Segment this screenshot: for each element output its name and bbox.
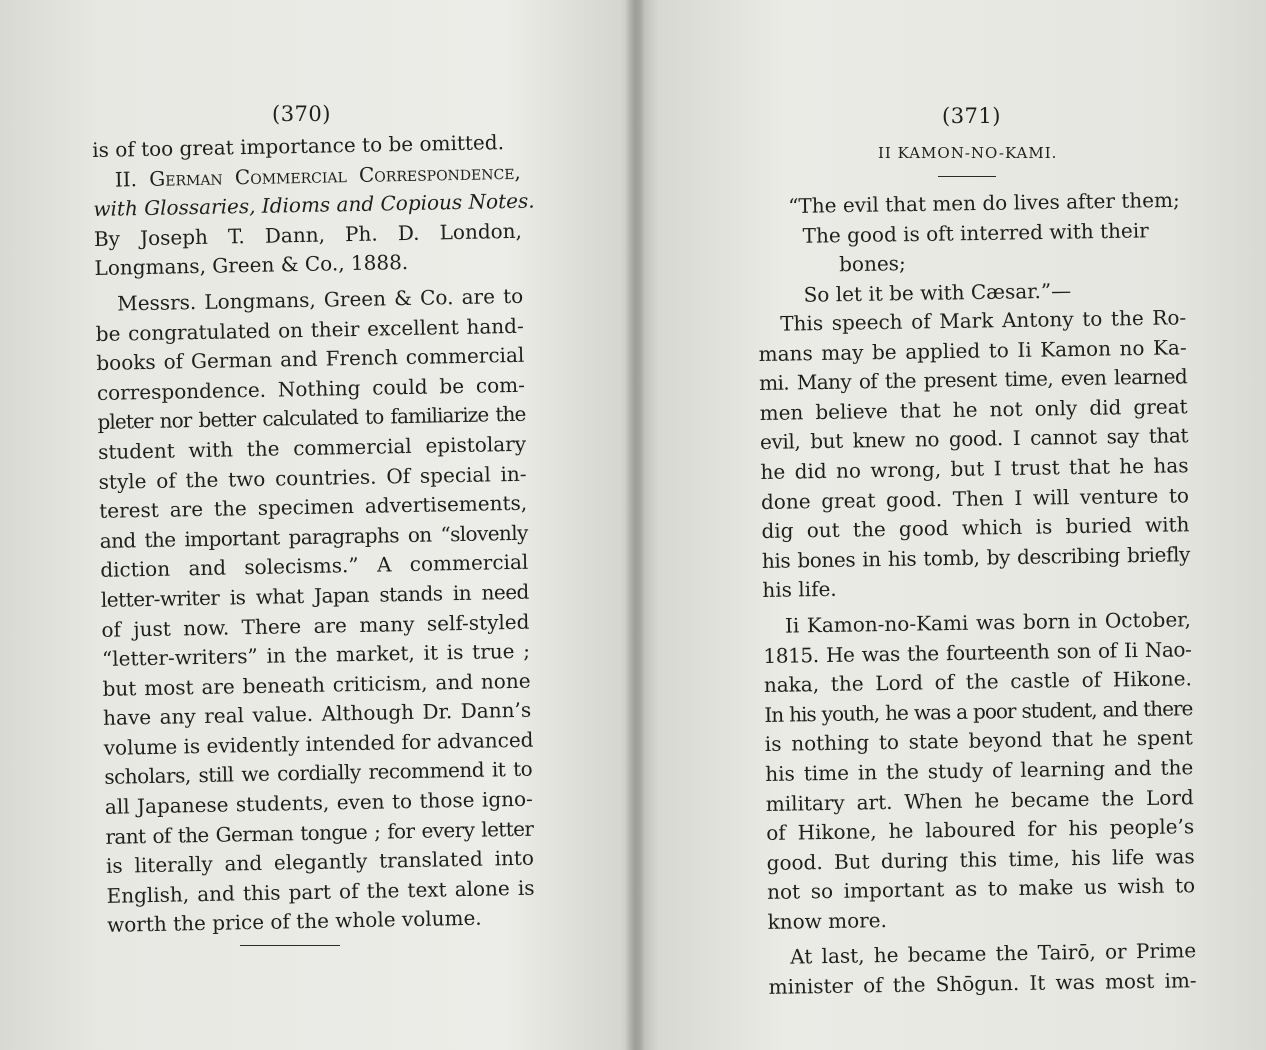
text-line: scholars, still we cordially recommend it to [104,757,533,790]
text-line: all Japanese students, even to those igno- [104,786,534,819]
text-line: of Hikone, he laboured for his people’s [766,814,1195,846]
text-line: he did no wrong, but I trust that he has [760,453,1189,484]
text-line: done great good. Then I will venture to [760,482,1190,514]
text-line: his bones in his tomb, by describing briefly [761,541,1191,573]
text-line: style of the two countries. Of special in- [98,461,527,494]
quote-line: bones; [838,251,906,277]
left-page-text [92,128,535,941]
text-line: not so important as to make us wish to [766,873,1196,905]
right-page-text [758,303,1197,1002]
text-line: Messrs. Longmans, Green & Co. are to [116,283,524,316]
text-line: his time in the study of learning and the [765,755,1194,786]
text-line: of just now. There are many self-styled [101,609,530,642]
text-line: II. German Commercial Correspondence, [114,159,521,192]
text-line: pleter nor better calculated to familiarize the [97,402,526,435]
text-line: This speech of Mark Antony to the Ro- [780,305,1187,336]
text-line: volume is evidently intended for advanced [103,727,534,760]
text-line: In his youth, he was a poor student, and there [764,695,1193,727]
epigraph-quote [788,186,1190,311]
text-line: Longmans, Green & Co., 1888. [94,250,409,281]
text-line: worth the price of the whole volume. [106,906,482,938]
text-line: be congratulated on their excellent hand- [95,313,524,346]
quote-line: “The evil that men do lives after them; [788,187,1180,218]
text-line: know more. [767,907,888,934]
left-page [0,0,630,1050]
text-line: military art. When he became the Lord [765,784,1194,816]
text-line: Ii Kamon-no-Kami was born in October, [784,607,1192,638]
text-line: is literally and elegantly translated into [105,845,535,879]
end-rule [240,945,340,946]
text-line: At last, he became the Tairō, or Prime [789,938,1197,970]
text-line: correspondence. Nothing could be com- [96,372,526,405]
text-line: English, and this part of the text alone is [106,875,535,908]
text-line: By Joseph T. Dann, Ph. D. London, [93,218,523,251]
text-line: men believe that he not only did great [759,394,1188,425]
running-head: II KAMON-NO-KAMI. [878,144,1058,162]
text-line: is nothing to state beyond that he spent [764,725,1193,757]
text-line: naka, the Lord of the castle of Hikone. [763,666,1193,698]
text-line: terest are the specimen advertisements, [98,490,528,524]
text-line: student with the commercial epistolary [97,431,527,464]
text-line: have any real value. Although Dr. Dann’s [102,697,532,731]
text-line: books of German and French commercial [96,342,525,376]
quote-line: So let it be with Cæsar.”— [803,278,1072,307]
text-line: with Glossaries, Idioms and Copious Notes. [93,188,535,222]
text-line: letter-writer is what Japan stands in need [100,579,530,612]
text-line: diction and solecisms.” A commercial [100,550,529,583]
page-number-left: (370) [272,102,331,126]
text-line: but most are beneath criticism, and none [102,668,531,701]
text-line: good. But during this time, his life was [766,843,1195,875]
text-line: his life. [762,577,837,603]
text-line: is of too great importance to be omitted. [92,130,505,162]
text-line: “letter-writers” in the market, it is true ; [101,638,531,671]
text-line: mans may be applied to Ii Kamon no Ka- [758,334,1187,366]
text-line: dig out the good which is buried with [761,512,1190,544]
text-line: and the important paragraphs on “slovenly [99,520,528,553]
text-line: minister of the Shōgun. It was most im- [768,968,1197,999]
right-page [640,0,1266,1050]
text-line: 1815. He was the fourteenth son of Ii Nao- [763,636,1192,668]
text-line: rant of the German tongue ; for every letter [105,816,534,849]
text-line: mi. Many of the present time, even learned [758,364,1188,396]
text-line: evil, but knew no good. I cannot say that [759,423,1189,455]
quote-line: The good is oft interred with their [802,217,1149,248]
page-number-right: (371) [942,104,1001,128]
heading-rule [938,176,996,177]
